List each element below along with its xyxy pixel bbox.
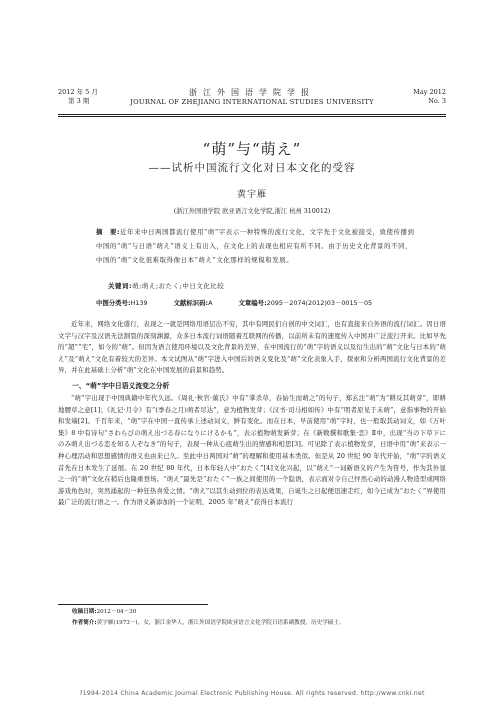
copyright-footer: ?1994-2014 China Academic Journal Electronic Publishing House. All rights reserved. http://www.cnki.net [79, 690, 425, 697]
intro-paragraph: 近年来，网络文化盛行，表现之一就是网络用语层出不穷，其中有网民们自创的中文词汇，也有直接来自外语的流行词汇。因日语文字与汉字及汉语无法割裂的深刻渊源，众多日本流行词语随着互联网的传播，以前所未有的速度传入中国并广泛流行开来。比如早先的“超”“宅”，如今的“萌”。但因为语言使用环境以及文化背景的差异，在中国流行的“萌”字的语义以及衍生出的“萌”文化与日本的“萌え”及“萌え”文化有着较大的差异。本文试图从“萌”字进入中国后的语义变化及“萌”文化表象入手，探索和分析两国流行文化背景的差异，并在此基础上分析“萌”文化在中国发展的前景和趋势。 [58, 320, 446, 375]
footnote-rule [58, 604, 208, 605]
abstract-text: 近年来中日两国都流行使用“萌”字表示一种特殊的流行文化，文字先于文化被接受，致使传播到中国的“萌”与日语“萌え”语义上有出入，在文化上的表现也相应有所不同。由于历史文化背景的不同，中国的“萌”文化很难取得像日本“萌え”文化那样的规模和发展。 [96, 228, 415, 264]
article-author: 黄宇雁 [236, 190, 267, 200]
header-left [58, 88, 98, 106]
article-id: 文章编号:2095－2074(2012)03－0015－05 [238, 299, 373, 307]
header-issue-cn: 第 3 期 [68, 97, 90, 105]
abstract [96, 225, 418, 267]
keywords-text: 萌;萌え;おたく;中日文化比较 [132, 282, 225, 290]
doc-code: 文献标识码:A [173, 299, 213, 307]
author-affiliation: (浙江外国语学院 欧亚语言文化学院,浙江 杭州 310012) [173, 208, 331, 215]
classification-line [96, 298, 444, 307]
keywords [108, 281, 418, 290]
header-center [118, 88, 386, 107]
cls-number: 中图分类号:H139 [96, 299, 148, 307]
header-issue-en: No. 3 [428, 97, 446, 105]
header-date-cn: 2012 年 5 月 [58, 88, 98, 96]
article-title: “萌”与“萌え” [202, 140, 302, 158]
header-rule [58, 114, 446, 115]
article-subtitle: ——试析中国流行文化对日本文化的受容 [148, 162, 356, 174]
footnote-author-bio: 作者简介:黄宇雁(1973－)，女，浙江金华人，浙江外国语学院欧亚语言文化学院日语系副教授，历史学硕士。 [72, 620, 345, 626]
section-heading: 一、“萌”字中日语义流变之分析 [72, 382, 170, 390]
abstract-label: 摘 要: [96, 228, 121, 236]
journal-header [58, 88, 446, 114]
keywords-label: 关键词: [108, 282, 133, 290]
header-date-en: May 2012 [413, 88, 446, 96]
journal-name-en: JOURNAL OF ZHEJIANG INTERNATIONAL STUDIES UNIVERSITY [130, 98, 374, 106]
journal-name-cn: 浙江外国语学院学报 [189, 88, 315, 97]
footnote-received: 收稿日期:2012－04－30 [72, 609, 137, 615]
header-right [413, 88, 446, 106]
section-paragraph: “萌”字出现于中国典籍中年代久远。《周礼·秋官·薙氏》中有“掌杀草，春始生而萌之”的句子，郑玄注“萌”为“耕反其萌芽”，即耕地腰草之意[1]；《礼记·月令》有“(季春之月)萌者尽达”，意为植物发芽；《汉书·司马相如传》中有“明者原见于未萌”，意指事物的开始和发端[2]。千百年来，“萌”字在中国一直传承上述动词义，鲜有变化。而在日本，早前使用“萌”字时，也一般取其动词义，如《万叶集》8 中有诗句“さわらびの萌え出づる春になりにけるかも”，表示植物萌发新芽；在《新敕撰和歌集·恋》Ⅱ中，出现“当の下草下にのみ萌え出づる恋を知る人ぞなき”的句子，表现一种从心底萌生出的情感和相思[3]。可见除了表示植物发芽，日语中用“萌”来表示一种心理活动和思想感情的语义也由来已久。至此中日两国对“萌”的理解和使用基本类似。但是从 20 世纪 90 年代开始，“萌”字的语义首先在日本发生了延展。在 20 世纪 80 年代，日本年轻人中“おたく”[4]文化兴起，以“萌え”一词新语义的产生为符号，作为其外显之一的“萌”文化在稍后也隆重登场。“萌え”最先是“おたく”一族之间使用的一个隐语，表示面对令自己怦然心动的动漫人物造型或网络游戏角色时，突然涌起的一种狂热喜爱之情。“萌え”以其生动到位的表达效果，自诞生之日起便迅速走红，如今已成为“おたく”界使用最广泛的流行语之一。作为语义新添加的一个证明，2005 年“萌え”获得日本流行 [58, 394, 446, 507]
header-rule-thin [58, 116, 446, 117]
